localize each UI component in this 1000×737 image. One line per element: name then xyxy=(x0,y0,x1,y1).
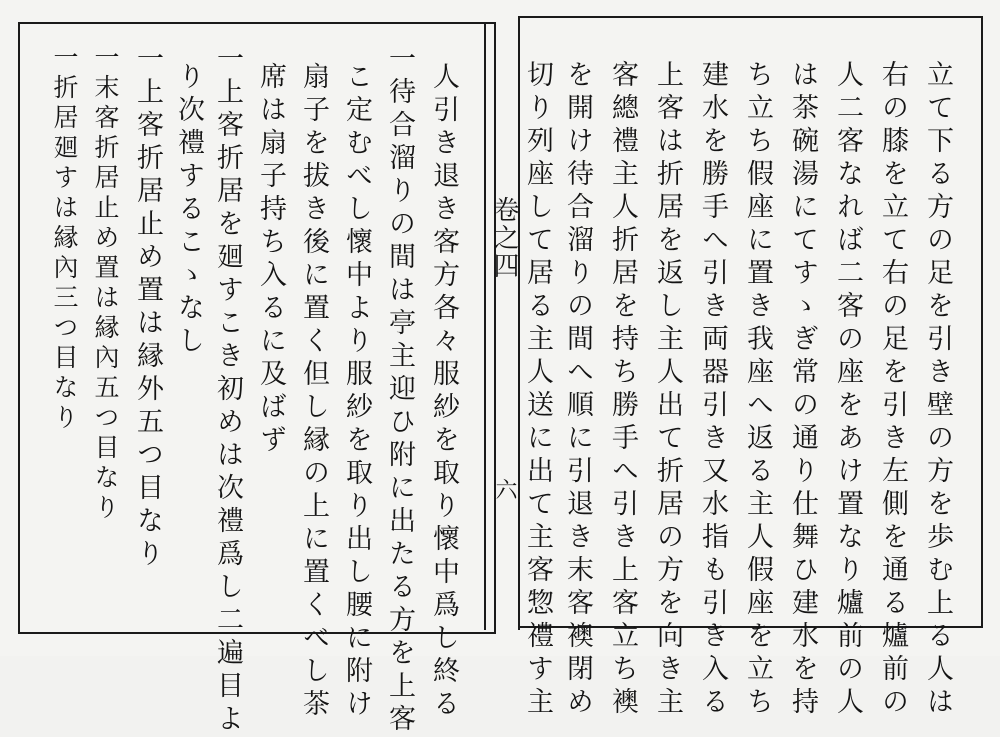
right-page-column-3: 人二客なれば二客の座をあけ置なり爐前の人 xyxy=(832,60,863,720)
gutter-rule-left xyxy=(484,24,486,630)
left-page-column-7: り次禮するこゝなし xyxy=(173,62,204,359)
right-page-column-9: を開け待合溜りの間へ順に引退き末客襖閉め xyxy=(562,60,593,720)
left-page-column-2: 一待合溜りの間は亭主迎ひ附に出たる方を上客 xyxy=(384,44,415,737)
left-page-column-4: 扇子を拔き後に置く但し縁の上に置くべし茶 xyxy=(298,62,329,722)
right-page-column-4: は茶碗湯にてすゝぎ常の通り仕舞ひ建水を持 xyxy=(787,60,818,720)
left-page-column-1: 人引き退き客方各々服紗を取り懷中爲し終る xyxy=(428,62,459,722)
left-page-column-6: 一上客折居を廻すこき初めは次禮爲し二遍目よ xyxy=(212,44,243,737)
margin-chapter-title: 卷之四 xyxy=(489,196,519,280)
right-page-column-5: ち立ち假座に置き我座へ返る主人假座を立ち xyxy=(742,60,773,720)
left-page-column-9: 一末客折居止め置は縁內五つ目なり xyxy=(91,44,120,524)
right-page-column-1: 立て下る方の足を引き壁の方を歩む上る人は xyxy=(922,60,953,720)
right-page-column-7: 上客は折居を返し主人出て折居の方を向き主 xyxy=(652,60,683,720)
gutter-rule-right xyxy=(518,18,520,630)
right-page-column-8: 客總禮主人折居を持ち勝手へ引き上客立ち襖 xyxy=(607,60,638,720)
left-page-column-5: 席は扇子持ち入るに及ばず xyxy=(255,62,286,458)
left-page-column-3: こ定むべし懷中より服紗を取り出し腰に附け xyxy=(341,62,372,722)
right-page-column-10: 切り列座して居る主人送に出て主客惣禮す主 xyxy=(522,60,553,720)
right-page-column-6: 建水を勝手へ引き両器引き又水指も引き入る xyxy=(697,60,728,720)
left-page-column-10: 一折居廻すは縁內三つ目なり xyxy=(50,44,79,434)
left-page-column-8: 一上客折居止め置は縁外五つ目なり xyxy=(132,44,163,572)
right-page-column-2: 右の膝を立て右の足を引き左側を通る爐前の xyxy=(877,60,908,720)
margin-page-number: 六 xyxy=(492,478,517,502)
